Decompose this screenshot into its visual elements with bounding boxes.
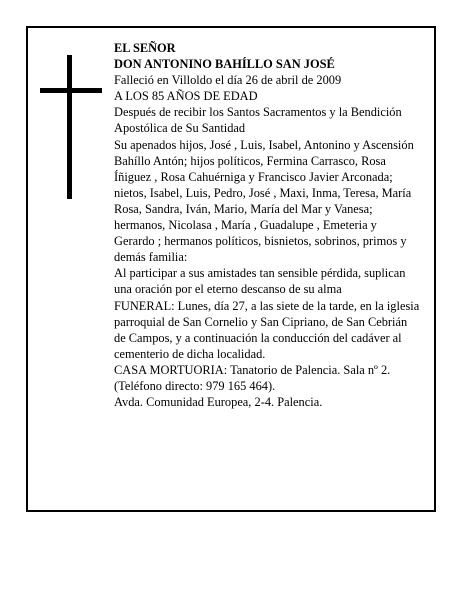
- phone-line: (Teléfono directo: 979 165 464).: [114, 378, 276, 393]
- notice-text: [114, 40, 420, 410]
- cross-icon: [40, 55, 102, 199]
- funeral-paragraph: FUNERAL: Lunes, día 27, a las siete de la tarde, en la iglesia parroquial de San Cornelio y San Cipriano, de San Cebrián de Campos, y a continuación la conducción del cadáver al cementerio de dicha localidad.: [114, 298, 420, 361]
- family-paragraph: Su apenados hijos, José , Luis, Isabel, Antonino y Ascensión Bahíllo Antón; hijos políticos, Fermina Carrasco, Rosa Íñiguez , Rosa Cahuérniga y Francisco Javier Arconada; nietos, Isabel, Luis, Pedro, José , Maxi, Inma, Teresa, María Rosa, Sandra, Iván, Mario, María del Mar y Vanesa; hermanos, Nicolasa , María , Guadalupe , Emeteria y Gerardo ; hermanos políticos, bisnietos, sobrinos, primos y demás familia:: [114, 137, 414, 265]
- age-line: A LOS 85 AÑOS DE EDAD: [114, 89, 258, 104]
- address-line: Avda. Comunidad Europea, 2-4. Palencia.: [114, 395, 323, 410]
- request-paragraph: Al participar a sus amistades tan sensible pérdida, suplican una oración por el eterno descanso de su alma: [114, 266, 406, 297]
- obituary-notice: [26, 26, 436, 512]
- notice-title: EL SEÑOR: [114, 41, 176, 55]
- sacraments-paragraph: Después de recibir los Santos Sacramentos y la Bendición Apostólica de Su Santidad: [114, 105, 402, 136]
- mortuary-paragraph: CASA MORTUORIA: Tanatorio de Palencia. Sala nº 2.: [114, 362, 391, 377]
- death-line: Falleció en Villoldo el día 26 de abril de 2009: [114, 73, 342, 88]
- deceased-name: DON ANTONINO BAHÍLLO SAN JOSÉ: [114, 57, 335, 72]
- cross-vertical-bar: [67, 55, 72, 199]
- cross-horizontal-bar: [40, 88, 102, 93]
